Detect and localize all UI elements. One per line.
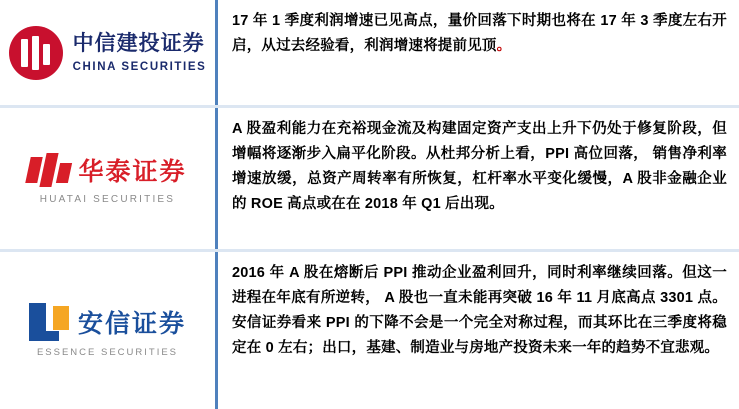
huatai-securities-logo (28, 152, 186, 205)
table-row (0, 252, 739, 409)
huatai-logo-top (28, 152, 186, 188)
huatai-mark-icon (28, 153, 70, 187)
broker-logo-cell (0, 0, 218, 105)
comment-mark: 。 (496, 37, 512, 54)
comment-body: 17 年 1 季度利润增速已见高点，量价回落下时期也将在 17 年 3 季度左右开启，从过去经验看，利润增速将提前见顶 (232, 13, 727, 54)
broker-logo-cell (0, 108, 218, 249)
comment-body: A 股盈利能力在充裕现金流及构建固定资产支出上升下仍处于修复阶段，但增幅将逐渐步入扁平化阶段。从杜邦分析上看，PPI 高位回落， 销售净利率增速放缓，总资产周转率有所恢复，杠杆率水平变化缓慢，A 股非金融企业的 ROE 高点或在在 2018 年 Q1 后出现。 (232, 121, 727, 212)
broker-comment-cell (218, 0, 739, 105)
broker-name-en: HUATAI SECURITIES (39, 194, 176, 205)
broker-comment-cell (218, 108, 739, 249)
broker-name-cn: 华泰证券 (78, 158, 187, 186)
essence-securities-logo (29, 303, 186, 358)
citic-logo-text (73, 32, 207, 72)
essence-mark-icon (29, 303, 69, 341)
comment-body: 2016 年 A 股在熔断后 PPI 推动企业盈利回升，同时利率继续回落。但这一进程在年底有所逆转， A 股也一直未能再突破 16 年 11 月底高点 3301 点。安信证券看来 PPI 的下降不会是一个完全对称过程，而其环比在三季度将稳定在 0 左右；出口，基建、制造业与房地产投资未来一年的趋势不宜悲观。 (232, 265, 727, 356)
broker-name-en: CHINA SECURITIES (72, 60, 207, 73)
citic-securities-logo (9, 26, 207, 80)
citic-bars-icon (19, 36, 53, 70)
table-row (0, 108, 739, 252)
broker-comment-cell (218, 252, 739, 409)
broker-comment-text (232, 261, 727, 361)
broker-name-en: ESSENCE SECURITIES (36, 347, 179, 358)
essence-logo-top (29, 303, 186, 341)
broker-name-cn: 安信证券 (77, 310, 186, 338)
broker-logo-cell (0, 252, 218, 409)
citic-mark-icon (9, 26, 63, 80)
broker-name-cn: 中信建投证券 (72, 32, 205, 56)
table-row (0, 0, 739, 108)
broker-comment-text (232, 9, 727, 59)
broker-comment-text (232, 117, 727, 217)
